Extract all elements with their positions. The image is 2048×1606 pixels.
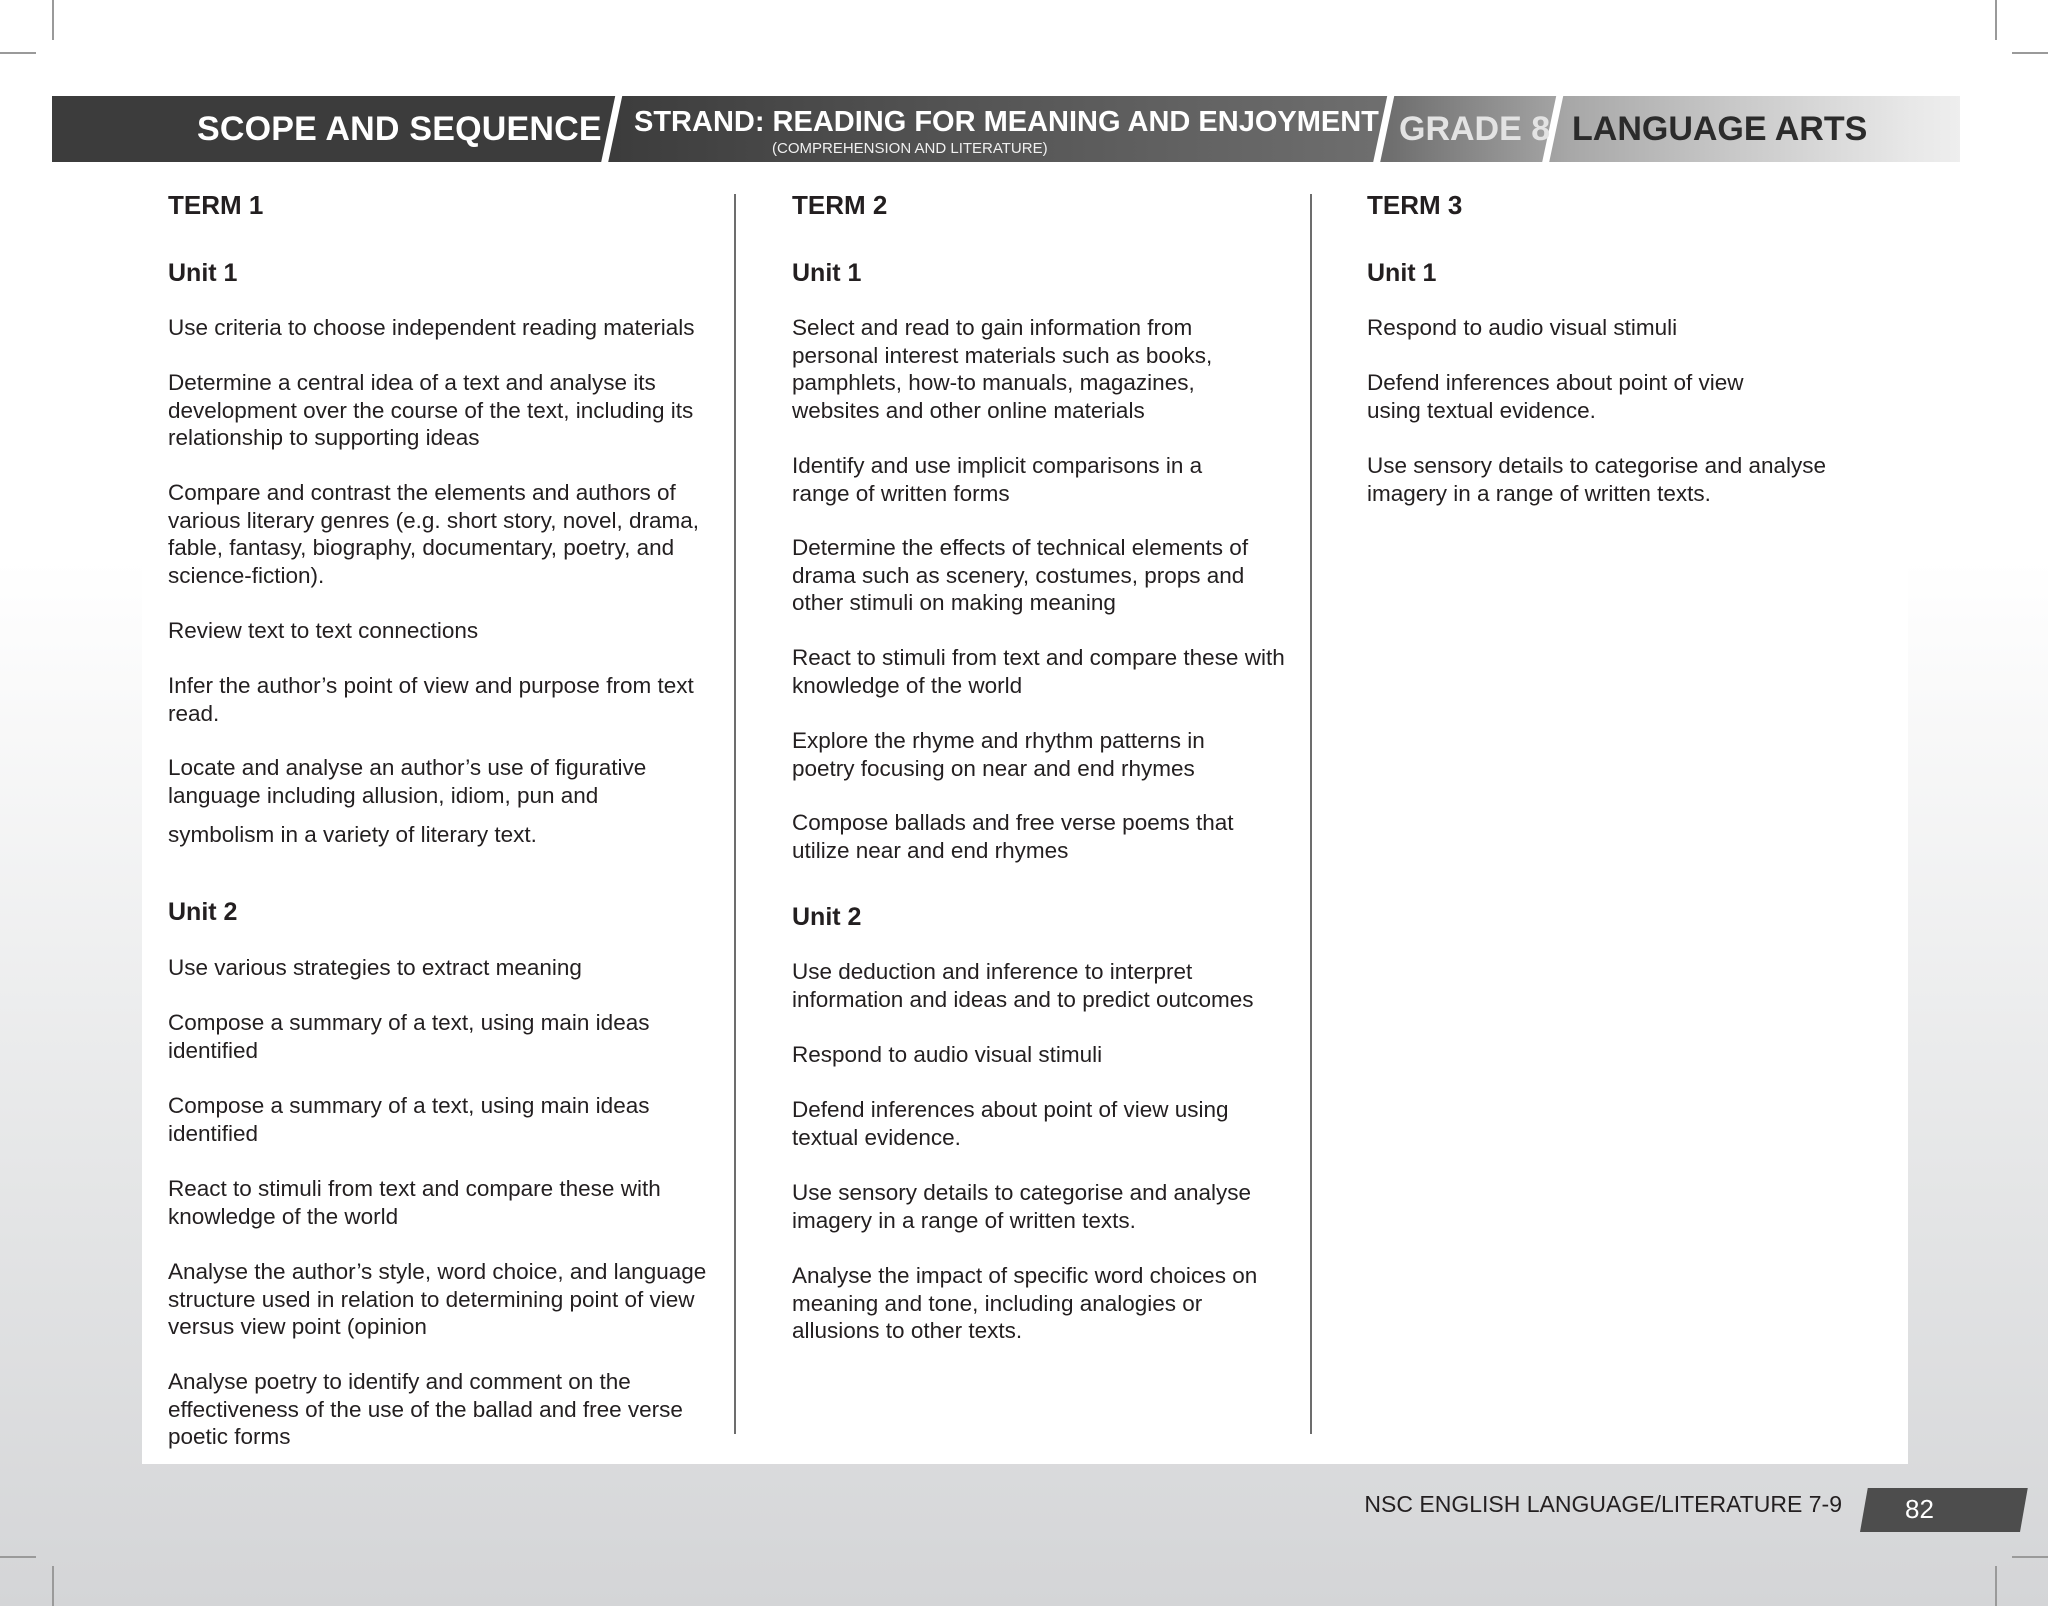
crop-mark [1995,0,1997,40]
objective-item: Explore the rhyme and rhythm patterns in poetry focusing on near and end rhymes [792,728,1205,781]
unit-heading: Unit 2 [792,903,862,931]
objective-item: Review text to text connections [168,618,479,643]
column-divider [734,194,736,1434]
header-grade: GRADE 8 [1399,110,1551,148]
unit-heading: Unit 1 [1367,259,1437,287]
column-divider [1310,194,1312,1434]
objective-item: Use sensory details to categorise and analyse imagery in a range of written texts. [792,1180,1252,1233]
crop-mark [52,0,54,40]
objective-item: Infer the author’s point of view and purpose from text read. [168,673,694,726]
objective-item: Defend inferences about point of view using textual evidence. [1367,370,1744,423]
objective-item: Compose a summary of a text, using main ideas identified [168,1093,650,1146]
header-strand-subtitle: (COMPREHENSION AND LITERATURE) [772,140,1048,157]
crop-mark [52,1566,54,1606]
page-number-tab [1860,1488,2028,1532]
objective-item: Determine a central idea of a text and analyse its development over the course of the text, including its relationship to supporting ideas [168,370,694,450]
crop-mark [0,1556,36,1558]
header-strand-title: STRAND: READING FOR MEANING AND ENJOYMENT [634,106,1379,138]
header-subject: LANGUAGE ARTS [1572,110,1868,148]
objective-item: Locate and analyse an author’s use of figurative language including allusion, idiom, pun and [168,755,647,808]
objective-item: React to stimuli from text and compare these with knowledge of the world [168,1176,661,1229]
term-heading: TERM 3 [1367,190,1463,220]
objective-item: Use deduction and inference to interpret information and ideas and to predict outcomes [792,959,1254,1012]
objective-item: Use criteria to choose independent reading materials [168,315,695,340]
objective-item: Respond to audio visual stimuli [1367,315,1678,340]
objective-item: Select and read to gain information from personal interest materials such as books, pamphlets, how-to manuals, magazines, websites and other online materials [792,315,1213,423]
unit-heading: Unit 1 [792,259,862,287]
objective-item: Identify and use implicit comparisons in a range of written forms [792,453,1203,506]
objective-item: Analyse the author’s style, word choice, and language structure used in relation to determining point of view versus view point (opinion [168,1259,707,1339]
term-heading: TERM 1 [168,190,264,220]
objective-item: Compare and contrast the elements and authors of various literary genres (e.g. short story, novel, drama, fable, fantasy, biography, documentary, poetry, and science-fiction). [168,480,700,588]
page-number: 82 [1905,1494,1934,1524]
objective-item: Analyse the impact of specific word choices on meaning and tone, including analogies or allusions to other texts. [792,1263,1258,1343]
unit-heading: Unit 2 [168,898,238,926]
header-scope-title: SCOPE AND SEQUENCE [197,110,602,148]
header-divider [600,94,622,166]
objective-item: symbolism in a variety of literary text. [168,822,537,847]
objective-item: Defend inferences about point of view using textual evidence. [792,1097,1229,1150]
objective-item: Compose ballads and free verse poems that utilize near and end rhymes [792,810,1234,863]
footer-publication: NSC ENGLISH LANGUAGE/LITERATURE 7-9 [1364,1491,1842,1517]
crop-mark [1995,1566,1997,1606]
crop-mark [2012,52,2048,54]
objective-item: Use sensory details to categorise and analyse imagery in a range of written texts. [1367,453,1827,506]
objective-item: Compose a summary of a text, using main ideas identified [168,1010,650,1063]
objective-item: React to stimuli from text and compare these with knowledge of the world [792,645,1285,698]
objective-item: Determine the effects of technical elements of drama such as scenery, costumes, props and other stimuli on making meaning [792,535,1249,615]
objective-item: Analyse poetry to identify and comment on the effectiveness of the use of the ballad and free verse poetic forms [168,1369,683,1449]
header-bar [52,96,1960,162]
term-heading: TERM 2 [792,190,888,220]
crop-mark [0,52,36,54]
crop-mark [2012,1556,2048,1558]
objective-item: Respond to audio visual stimuli [792,1042,1103,1067]
unit-heading: Unit 1 [168,259,238,287]
objective-item: Use various strategies to extract meaning [168,955,582,980]
